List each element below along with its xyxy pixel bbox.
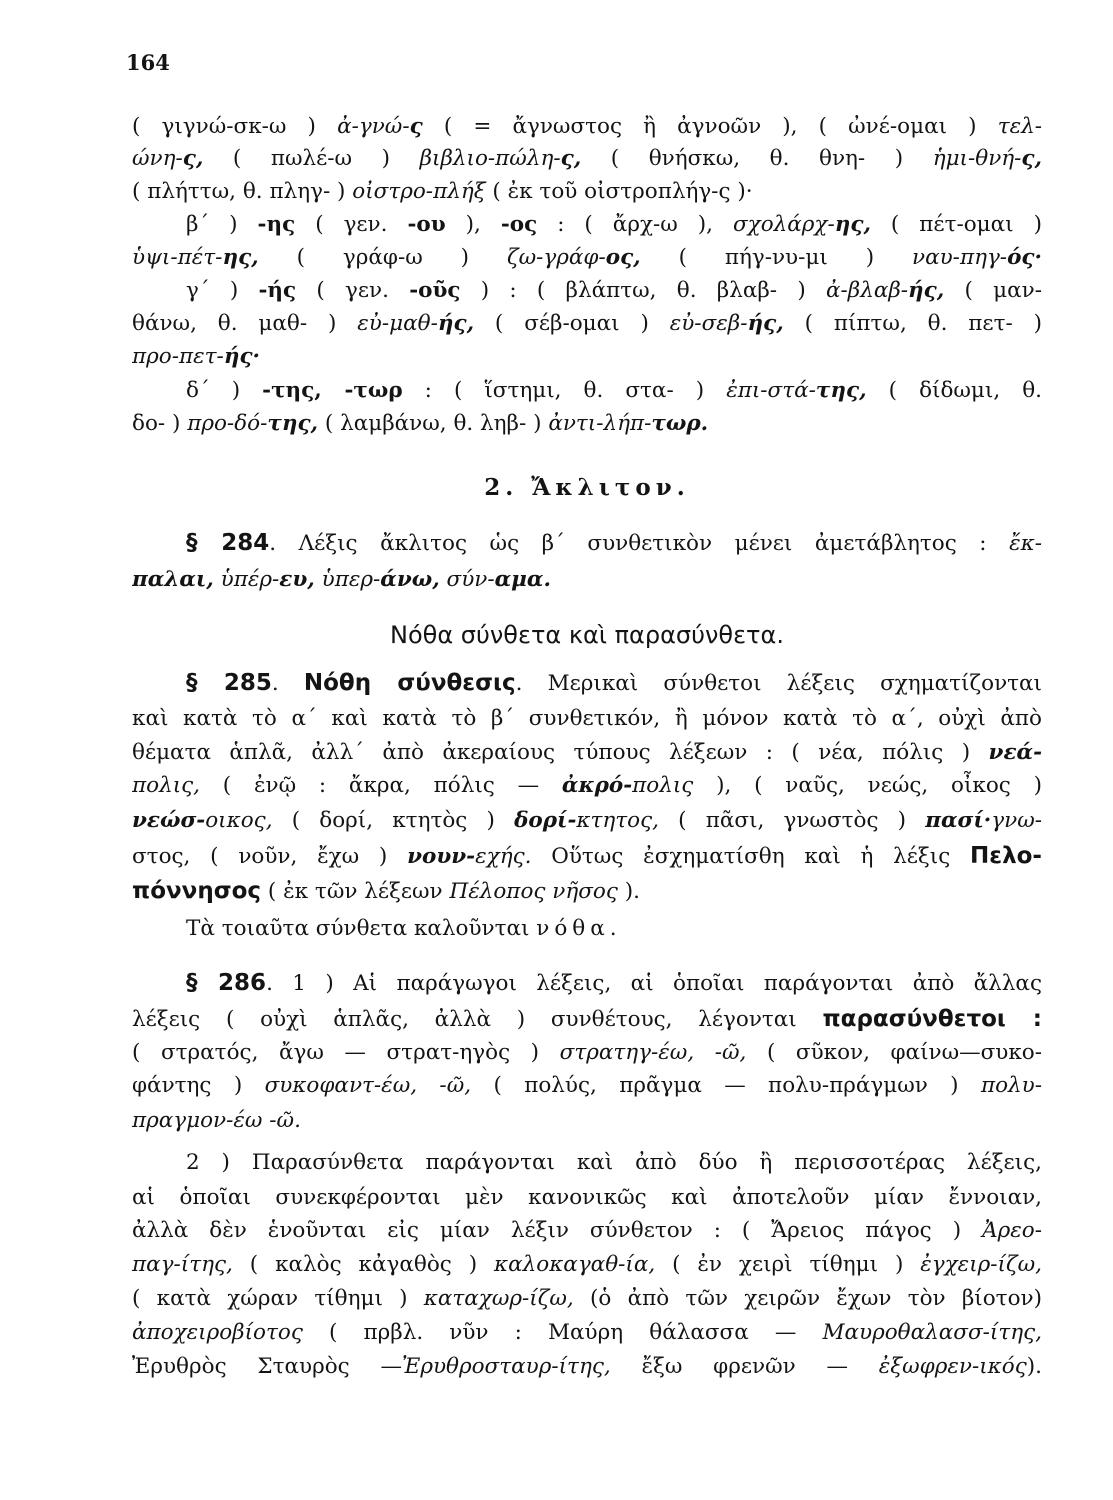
text-line: αἱ ὁποῖαι συνεκφέρονται μὲν κανονικῶς καὶ ἀποτελοῦν μίαν ἔννοιαν, — [132, 1185, 1042, 1210]
paragraph-number: § 286 — [186, 970, 267, 996]
text-line: ( κατὰ χώραν τίθημι ) καταχωρ-ίζω, (ὁ ἀπὸ τῶν χειρῶν ἔχων τὸν βίοτον) — [132, 1286, 1042, 1311]
text-line: λέξεις ( οὐχὶ ἁπλᾶς, ἀλλὰ ) συνθέτους, λέγονται παρασύνθετοι : — [132, 1006, 1042, 1032]
text-line: Τὰ τοιαῦτα σύνθετα καλοῦνται νόθα. — [186, 916, 617, 941]
text-line: § 284. Λέξις ἄκλιτος ὡς β΄ συνθετικὸν μένει ἀμετάβλητος : ἔκ- — [186, 530, 1042, 556]
text-line: παγ-ίτης, ( καλὸς κἀγαθὸς ) καλοκαγαθ-ία, ( ἐν χειρὶ τίθημι ) ἐγχειρ-ίζω, — [132, 1252, 1042, 1277]
text-line: στος, ( νοῦν, ἔχω ) νουν-εχής. Οὕτως ἐσχηματίσθη καὶ ἡ λέξις Πελο- — [132, 843, 1042, 869]
paragraph-number: § 284 — [186, 530, 270, 556]
text-line: γ΄ ) -ής ( γεν. -οῦς ) : ( βλάπτω, θ. βλαβ- ) ἀ-βλαβ-ής, ( μαν- — [186, 278, 1042, 303]
page-number: 164 — [126, 50, 170, 75]
text-line: ώνη-ς, ( πωλέ-ω ) βιβλιο-πώλη-ς, ( θνήσκω, θ. θνη- ) ἡμι-θνή-ς, — [132, 146, 1042, 171]
text-line: ὑψι-πέτ-ης, ( γράφ-ω ) ζω-γράφ-ος, ( πήγ-νυ-μι ) ναυ-πηγ-ός· — [132, 245, 1042, 270]
text-line: θέματα ἁπλᾶ, ἀλλ΄ ἀπὸ ἀκεραίους τύπους λέξεων : ( νέα, πόλις ) νεά- — [132, 740, 1042, 765]
paragraph-number: § 285 — [186, 670, 272, 696]
text-line: ( πλήττω, θ. πληγ- ) οἰστρο-πλήξ ( ἐκ τοῦ οἰστροπλήγ-ς )· — [132, 179, 753, 204]
text-line: δ΄ ) -της, -τωρ : ( ἵστημι, θ. στα- ) ἐπι-στά-της, ( δίδωμι, θ. — [186, 378, 1042, 403]
text-line: δο- ) προ-δό-της, ( λαμβάνω, θ. ληβ- ) ἀντι-λήπ-τωρ. — [132, 411, 709, 436]
text-line: παλαι, ὑπέρ-ευ, ὑπερ-άνω, σύν-αμα. — [132, 567, 551, 592]
text-line: ἀποχειροβίοτος ( πρβλ. νῦν : Μαύρη θάλασσα — Μαυροθαλασσ-ίτης, — [132, 1320, 1042, 1345]
text-line: πραγμον-έω -ῶ. — [132, 1108, 301, 1133]
text-line: φάντης ) συκοφαντ-έω, -ῶ, ( πολύς, πρᾶγμα — πολυ-πράγμων ) πολυ- — [132, 1073, 1042, 1098]
text-line: β΄ ) -ης ( γεν. -ου ), -ος : ( ἄρχ-ω ), σχολάρχ-ης, ( πέτ-ομαι ) — [186, 212, 1042, 237]
text-line: πόννησος ( ἐκ τῶν λέξεων Πέλοπος νῆσος ). — [132, 878, 640, 904]
text-line: § 286. 1 ) Αἱ παράγωγοι λέξεις, αἱ ὁποῖαι παράγονται ἀπὸ ἄλλας — [186, 970, 1042, 996]
text-line: 2 ) Παρασύνθετα παράγονται καὶ ἀπὸ δύο ἢ περισσοτέρας λέξεις, — [186, 1150, 1042, 1175]
text-line: προ-πετ-ής· — [132, 344, 261, 369]
section-heading-akliton: 2. Ἄκλιτον. — [484, 474, 690, 501]
text-line: καὶ κατὰ τὸ α΄ καὶ κατὰ τὸ β΄ συνθετικόν, ἢ μόνον κατὰ τὸ α΄, οὐχὶ ἀπὸ — [132, 706, 1042, 731]
section-heading-notha: Νόθα σύνθετα καὶ παρασύνθετα. — [390, 621, 784, 649]
text-line: § 285. Νόθη σύνθεσις. Μερικαὶ σύνθετοι λέξεις σχηματίζονται — [186, 670, 1042, 696]
text-line: νεώσ-οικος, ( δορί, κτητὸς ) δορί-κτητος, ( πᾶσι, γνωστὸς ) πασί·γνω- — [132, 808, 1042, 833]
text-line: ( στρατός, ἄγω — στρατ-ηγὸς ) στρατηγ-έω, -ῶ, ( σῦκον, φαίνω—συκο- — [132, 1040, 1042, 1065]
text-line: θάνω, θ. μαθ- ) εὐ-μαθ-ής, ( σέβ-ομαι ) εὐ-σεβ-ής, ( πίπτω, θ. πετ- ) — [132, 311, 1042, 336]
text-line: ἀλλὰ δὲν ἑνοῦνται εἰς μίαν λέξιν σύνθετον : ( Ἄρειος πάγος ) Ἀρεο- — [132, 1218, 1042, 1243]
text-line: Ἐρυθρὸς Σταυρὸς —Ἐρυθροσταυρ-ίτης, ἔξω φρενῶν — ἐξωφρεν-ικός). — [132, 1354, 1042, 1379]
text-line: πολις, ( ἐνῷ : ἄκρα, πόλις — ἀκρό-πολις ), ( ναῦς, νεώς, οἶκος ) — [132, 773, 1042, 798]
text-line: ( γιγνώ-σκ-ω ) ἀ-γνώ-ς ( = ἄγνωστος ἢ ἀγνοῶν ), ( ὠνέ-ομαι ) τελ- — [132, 114, 1042, 139]
